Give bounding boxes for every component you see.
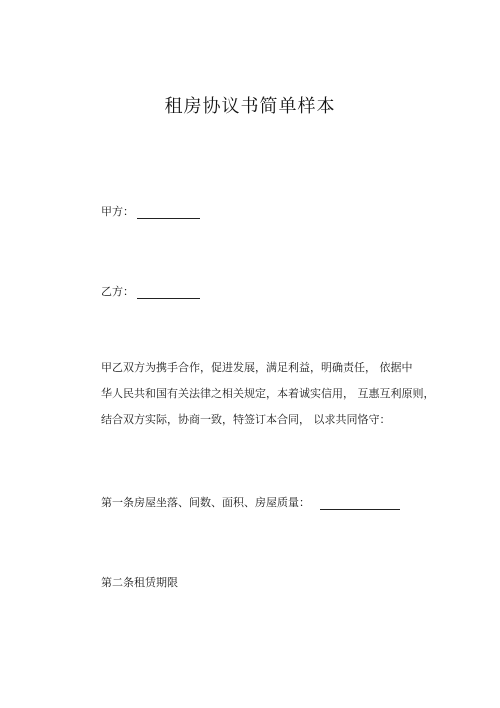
clause-2: 第二条租赁期限 [101, 576, 178, 589]
clause-1-text: 第一条房屋坐落、间数、面积、房屋质量： [101, 496, 310, 509]
clause-1-blank [320, 499, 400, 510]
intro-line: 甲乙双方为携手合作，促进发展，满足利益，明确责任， 依据中 [101, 361, 413, 374]
party-b-field [101, 283, 200, 299]
party-b-label: 乙方： [101, 285, 134, 298]
clause-1 [101, 494, 400, 510]
party-a-label: 甲方： [101, 205, 134, 218]
intro-paragraph [101, 355, 435, 433]
party-a-blank [137, 208, 200, 219]
party-a-field [101, 203, 200, 219]
party-b-blank [137, 288, 200, 299]
intro-line: 结合双方实际，协商一致，特签订本合同， 以求共同恪守： [101, 413, 391, 426]
document-title: 租房协议书简单样本 [164, 96, 336, 117]
intro-line: 华人民共和国有关法律之相关规定，本着诚实信用， 互惠互利原则， [101, 387, 435, 400]
